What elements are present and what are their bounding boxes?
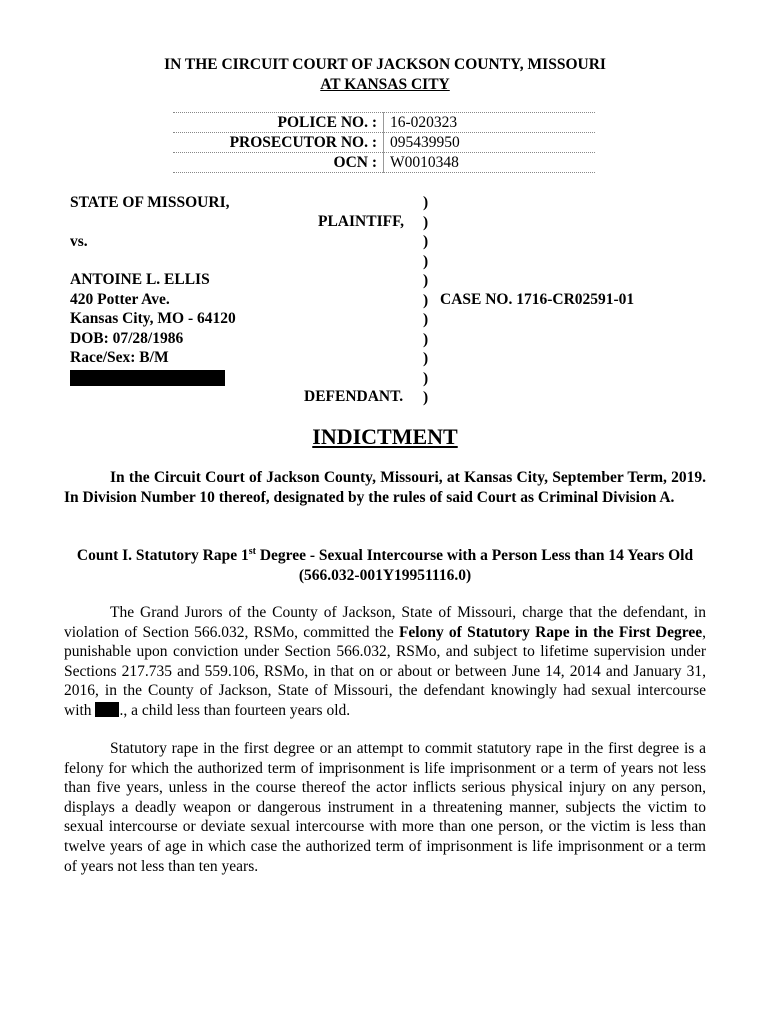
count-heading xyxy=(64,546,706,585)
paren: ) xyxy=(423,291,429,309)
paren: ) xyxy=(423,389,429,406)
court-heading xyxy=(0,55,770,95)
paren: ) xyxy=(423,213,429,231)
court-line-2: AT KANSAS CITY xyxy=(320,76,450,93)
charge-paragraph xyxy=(64,603,706,721)
table-row xyxy=(173,113,595,133)
defendant-name: ANTOINE L. ELLIS xyxy=(70,271,210,288)
count-heading-sup: st xyxy=(248,545,256,557)
ocn-value: W0010348 xyxy=(384,153,596,173)
table-row xyxy=(173,133,595,153)
charge-text-2: , punishable upon conviction under Section 566.032, RSMo, and subject to lifetime supervision under Sections 217.735 and 559.106, RSMo, in that on or about or between June 14, 2014 and January 31, 2016, in the County of Jackson, State of Missouri, the defendant knowingly had sexual intercourse with xyxy=(64,623,706,719)
defendant-address-1: 420 Potter Ave. xyxy=(70,291,170,308)
charge-text-3: ., a child less than fourteen years old. xyxy=(119,701,351,719)
paren: ) xyxy=(423,252,429,270)
paren: ) xyxy=(423,272,429,289)
ocn-label: OCN : xyxy=(173,153,384,173)
defendant-dob: DOB: 07/28/1986 xyxy=(70,330,184,347)
paren: ) xyxy=(423,194,429,211)
case-numbers-table xyxy=(173,112,595,173)
redaction-bar xyxy=(70,370,225,386)
table-row xyxy=(173,153,595,173)
defendant-label: DEFENDANT. xyxy=(304,388,404,405)
defendant-address-2: Kansas City, MO - 64120 xyxy=(70,310,236,327)
document-title: INDICTMENT xyxy=(312,424,458,449)
police-no-value: 16-020323 xyxy=(384,113,596,133)
caption-parentheses xyxy=(423,193,428,408)
paren: ) xyxy=(423,369,429,387)
intro-paragraph xyxy=(64,468,706,507)
plaintiff-label: PLAINTIFF, xyxy=(318,213,404,230)
prosecutor-no-value: 095439950 xyxy=(384,133,596,153)
case-number: CASE NO. 1716-CR02591-01 xyxy=(440,291,635,308)
intro-text: In the Circuit Court of Jackson County, Missouri, at Kansas City, September Term, 2019. In Division Number 10 thereof, designated by the rules of said Court as Criminal Division A. xyxy=(64,469,706,506)
penalty-text: Statutory rape in the first degree or an attempt to commit statutory rape in the first degree is a felony for which the authorized term of imprisonment is life imprisonment or a term of years not less than five years, unless in the course thereof the actor inflicts serious physical injury on any person, displays a deadly weapon or dangerous instrument in a threatening manner, subjects the victim to sexual intercourse or deviate sexual intercourse with more than one person, or the victim is less than twelve years of age in which case the authorized term of imprisonment is life imprisonment or a term of years not less than ten years. xyxy=(64,740,706,875)
victim-redaction xyxy=(95,702,119,717)
paren: ) xyxy=(423,330,429,348)
paren: ) xyxy=(423,233,429,250)
paren: ) xyxy=(423,350,429,367)
plaintiff-name: STATE OF MISSOURI, xyxy=(70,194,230,211)
penalty-paragraph xyxy=(64,739,706,876)
defendant-race-sex: Race/Sex: B/M xyxy=(70,349,169,366)
versus: vs. xyxy=(70,233,88,250)
count-heading-post: Degree - Sexual Intercourse with a Person Less than 14 Years Old (566.032-001Y19951116.0) xyxy=(255,547,694,584)
court-line-1: IN THE CIRCUIT COURT OF JACKSON COUNTY, MISSOURI xyxy=(164,56,606,73)
charge-text-1: The Grand Jurors of the County of Jackson, State of Missouri, charge that the defendant, in violation of Section 566.032, RSMo, committed the xyxy=(64,604,706,641)
police-no-label: POLICE NO. : xyxy=(173,113,384,133)
prosecutor-no-label: PROSECUTOR NO. : xyxy=(173,133,384,153)
count-heading-pre: Count I. Statutory Rape 1 xyxy=(76,547,249,564)
charge-offense: Felony of Statutory Rape in the First Degree xyxy=(398,623,703,641)
paren: ) xyxy=(423,311,429,328)
